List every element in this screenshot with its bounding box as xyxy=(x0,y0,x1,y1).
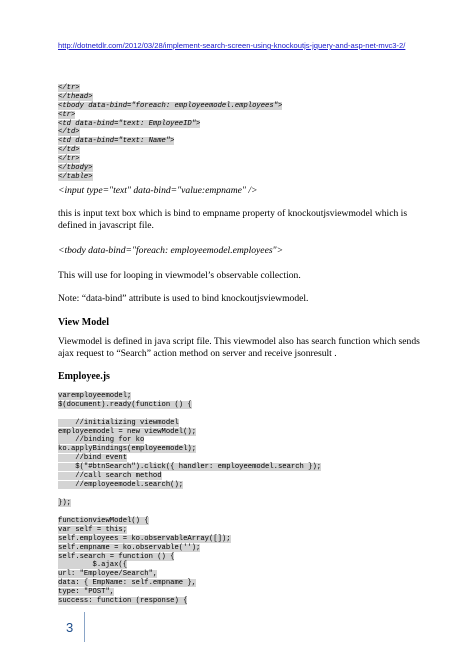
code-line-text: <td data-bind="text: Name"> xyxy=(58,137,175,146)
code-line xyxy=(58,472,321,481)
code-line xyxy=(58,419,321,428)
code-line xyxy=(58,588,231,597)
viewmodel-heading: View Model xyxy=(58,317,110,328)
code-line xyxy=(58,401,321,410)
code-line-text: url: "Employee/Search", xyxy=(58,570,158,579)
code-line xyxy=(58,517,231,526)
code-line xyxy=(58,164,282,173)
code-line-text: $(document).ready(function () { xyxy=(58,400,192,409)
code-line xyxy=(58,173,282,182)
code-line xyxy=(58,544,231,553)
code-line xyxy=(58,454,321,463)
code-line-text: </thead> xyxy=(58,92,93,101)
code-line-text: </table> xyxy=(58,172,93,181)
code-line xyxy=(58,410,321,419)
code-line xyxy=(58,111,282,120)
code-line-text: ko.applyBindings(employeemodel); xyxy=(58,445,197,454)
code-line-text: <tbody data-bind="foreach: employeemodel.employees"> xyxy=(58,101,283,110)
input-code-snippet: <input type="text" data-bind="value:empname" /> xyxy=(58,185,258,196)
viewmodel-description: Viewmodel is defined in java script file. This viewmodel also has search function which sends ajax request to “Search” action method on server and receive jsonresult . xyxy=(58,336,420,359)
code-line-text: <tr> xyxy=(58,110,76,119)
code-line-text: //bind event xyxy=(58,454,128,463)
code-line xyxy=(58,570,231,579)
source-link[interactable]: http://dotnetdlr.com/2012/03/28/implement-search-screen-using-knockoutjs-jquery-and-asp-net-mvc3-2/ xyxy=(58,41,406,50)
code-line xyxy=(58,93,282,102)
code-line xyxy=(58,463,321,472)
js-code-block-1 xyxy=(58,392,321,508)
code-line-text: //call search method xyxy=(58,472,162,481)
code-line-text: //binding for ko xyxy=(58,436,145,445)
code-line-text: $("#btnSearch").click({ handler: employeemodel.search }); xyxy=(58,463,322,472)
code-line xyxy=(58,561,231,570)
code-line-text: data: { EmpName: self.empname }, xyxy=(58,579,197,588)
code-line xyxy=(58,428,321,437)
code-line-text: success: function (response) { xyxy=(58,597,188,606)
footer-divider xyxy=(84,612,85,642)
code-line xyxy=(58,597,231,606)
code-line-text: </td> xyxy=(58,146,80,155)
code-line-text: type: "POST", xyxy=(58,588,115,597)
code-line-text: self.empname = ko.observable(''); xyxy=(58,543,201,552)
code-line xyxy=(58,490,321,499)
code-line-text: varemployeemodel; xyxy=(58,392,132,400)
code-line xyxy=(58,445,321,454)
note-text: Note: “data-bind” attribute is used to bind knockoutjsviewmodel. xyxy=(58,293,309,304)
js-code-block-2 xyxy=(58,517,231,606)
code-line xyxy=(58,436,321,445)
code-line xyxy=(58,535,231,544)
code-line xyxy=(58,579,231,588)
input-description: this is input text box which is bind to empname property of knockoutjsviewmodel which is defined in javascript file. xyxy=(58,208,408,231)
code-line-text: </tr> xyxy=(58,84,80,92)
code-line xyxy=(58,120,282,129)
code-line-text: self.search = function () { xyxy=(58,552,175,561)
code-line xyxy=(58,102,282,111)
code-line-text: employeemodel = new viewModel(); xyxy=(58,427,197,436)
tbody-description: This will use for looping in viewmodel’s observable collection. xyxy=(58,270,301,281)
code-line xyxy=(58,84,282,93)
code-line-text: functionviewModel() { xyxy=(58,517,149,525)
code-line xyxy=(58,481,321,490)
code-line-text: <td data-bind="text: EmployeeID"> xyxy=(58,119,201,128)
code-line xyxy=(58,392,321,401)
code-line-text: }); xyxy=(58,498,71,507)
code-line xyxy=(58,128,282,137)
html-code-snippet xyxy=(58,84,282,182)
code-line xyxy=(58,155,282,164)
code-line xyxy=(58,526,231,535)
code-line xyxy=(58,137,282,146)
employee-js-heading: Employee.js xyxy=(58,371,110,382)
code-line-text: self.employees = ko.observableArray([]); xyxy=(58,534,231,543)
code-line-text: var self = this; xyxy=(58,525,128,534)
code-line xyxy=(58,146,282,155)
code-line-text: </td> xyxy=(58,128,80,137)
code-line-text: //employeemodel.search(); xyxy=(58,480,184,489)
tbody-code-snippet: <tbody data-bind="foreach: employeemodel.employees"> xyxy=(58,245,284,256)
code-line-text: </tr> xyxy=(58,155,80,164)
code-line-text: //initializing viewmodel xyxy=(58,418,179,427)
code-line-text: </tbody> xyxy=(58,164,93,173)
page-number: 3 xyxy=(66,620,74,635)
code-line xyxy=(58,553,231,562)
code-line-text: $.ajax({ xyxy=(58,561,128,570)
code-line xyxy=(58,499,321,508)
